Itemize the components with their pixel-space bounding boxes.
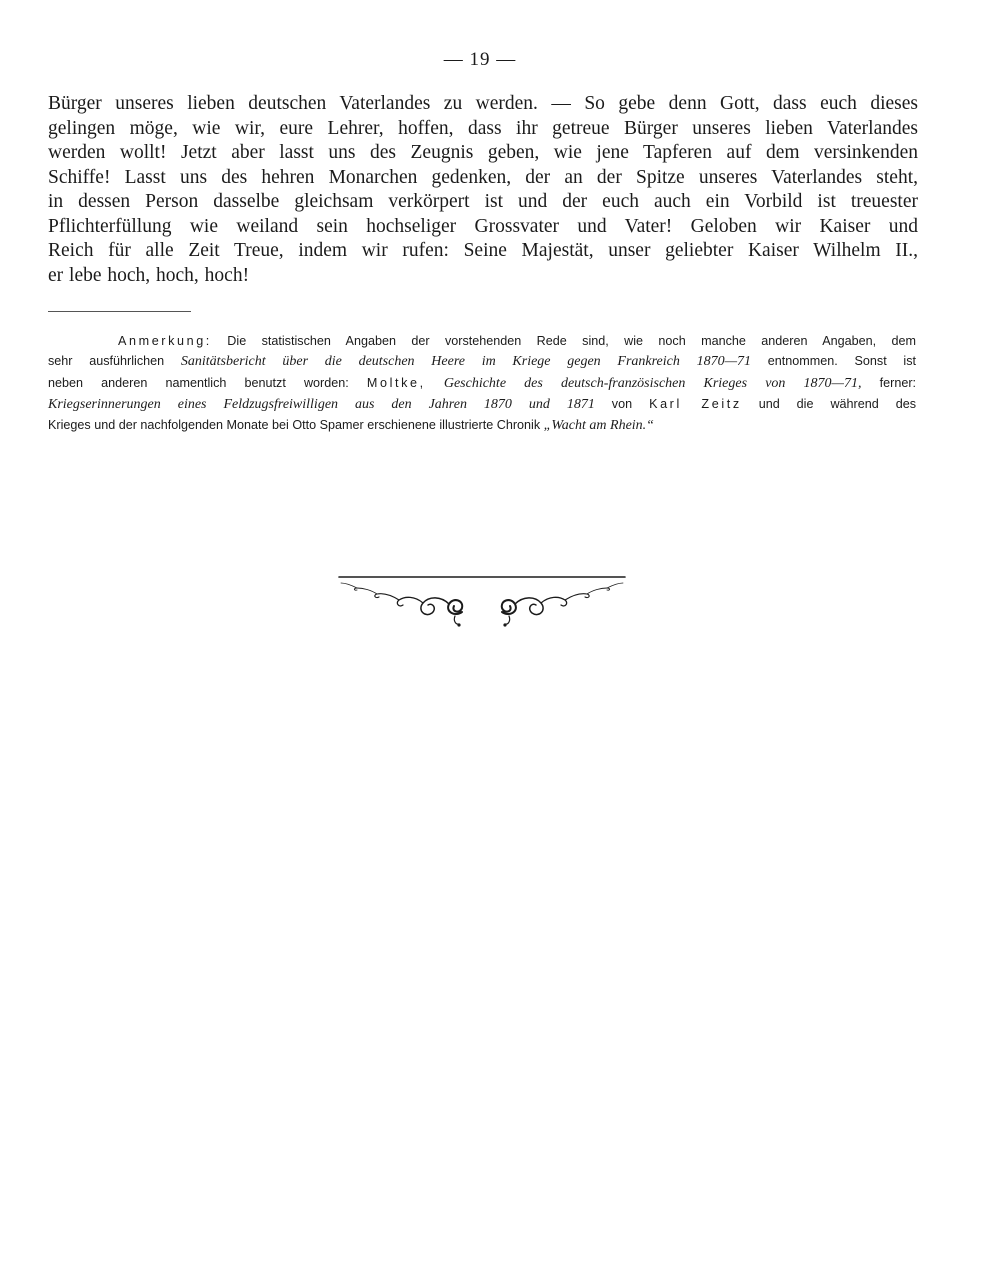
footnote-source-title: Sanitätsbericht über die deutschen Heere im Kriege gegen Frankreich 1870—71: [180, 354, 752, 370]
body-line: Pflichterfüllung wie weiland sein hochseliger Grossvater und Vater! Geloben wir Kaiser und: [48, 215, 918, 237]
footnote-source-title: Geschichte des deutsch-französischen Krieges von 1870—71,: [443, 375, 862, 391]
page-number: — 19 —: [443, 49, 517, 70]
footnote-text: von: [611, 396, 633, 411]
body-line: in dessen Person dasselbe gleichsam verkörpert ist und der euch auch ein Vorbild ist treuester: [48, 191, 918, 212]
body-line: Schiffe! Lasst uns des hehren Monarchen gedenken, der an der Spitze unseres Vaterlandes steht,: [48, 166, 918, 188]
footnote: [48, 331, 916, 436]
footnote-label: Anmerkung:: [118, 334, 212, 348]
body-line: Bürger unseres lieben deutschen Vaterlandes zu werden. — So gebe denn Gott, dass euch dieses: [48, 93, 918, 114]
decorative-flourish-ornament: [337, 568, 627, 632]
footnote-author: Moltke,: [366, 375, 426, 390]
footnote-text: und die während des: [758, 396, 917, 411]
body-paragraph: [48, 92, 918, 288]
footnote-text: Die statistischen Angaben der vorstehenden Rede sind, wie noch manche anderen Angaben, dem: [227, 334, 917, 348]
footnote-source-title: „Wacht am Rhein.“: [543, 418, 654, 434]
footnote-text: entnommen. Sonst ist: [767, 354, 917, 369]
footnote-line: [48, 373, 916, 394]
footnote-text: Krieges und der nachfolgenden Monate bei Otto Spamer erschienene illustrierte Chronik: [48, 418, 541, 433]
footnote-line: [48, 415, 916, 436]
footnote-text: ferner:: [879, 375, 917, 390]
footnote-line: [48, 394, 916, 415]
footnote-divider: [48, 311, 191, 312]
body-line: werden wollt! Jetzt aber lasst uns des Zeugnis geben, wie jene Tapferen auf dem versinkenden: [48, 142, 918, 163]
footnote-line: [48, 331, 916, 351]
body-line: er lebe hoch, hoch, hoch!: [48, 264, 250, 286]
footnote-text: sehr ausführlichen: [48, 354, 165, 369]
body-line: Reich für alle Zeit Treue, indem wir rufen: Seine Majestät, unser geliebter Kaiser Wilhelm II.,: [48, 240, 918, 261]
body-line: gelingen möge, wie wir, eure Lehrer, hoffen, dass ihr getreue Bürger unseres lieben Vaterlandes: [48, 117, 918, 139]
footnote-source-title: Kriegserinnerungen eines Feldzugsfreiwilligen aus den Jahren 1870 und 1871: [48, 396, 595, 412]
footnote-text: neben anderen namentlich benutzt worden:: [48, 375, 349, 390]
footnote-author: Karl Zeitz: [649, 396, 742, 411]
footnote-line: [48, 351, 916, 372]
